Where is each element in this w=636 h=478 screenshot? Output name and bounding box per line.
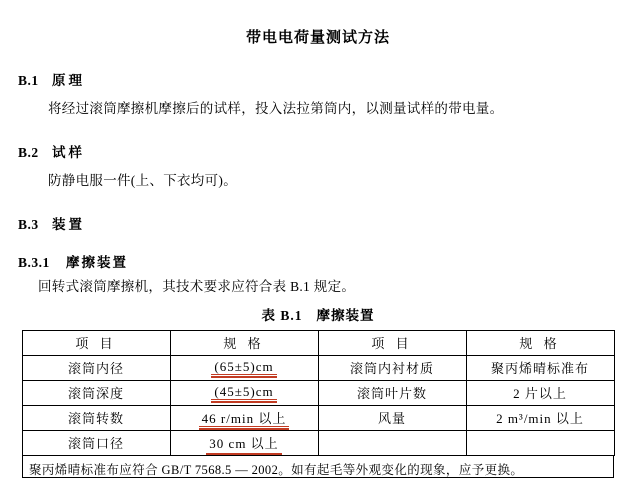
table-cell-spec: 2 片以上 [466,380,614,405]
table-footnote: 聚丙烯晴标准布应符合 GB/T 7568.5 — 2002。如有起毛等外观变化的现象，应予更换。 [22,456,614,478]
table-caption [0,304,636,324]
subsection-number-b31: B.3.1 [18,254,50,270]
table-cell-param: 风量 [318,405,466,430]
table-cell-spec [170,405,318,430]
section-title-b3: 装置 [52,216,85,232]
table-header-row [22,330,614,355]
highlighted-value: 46 r/min 以上 [201,408,288,428]
table-row [22,380,614,405]
highlighted-value: (65±5)cm [214,359,274,375]
section-number-b3: B.3 [18,216,39,232]
table-header-cell-1: 项 目 [22,330,170,355]
table-cell-spec [170,380,318,405]
table-caption-title: 摩擦装置 [316,307,375,323]
subsection-title-b31: 摩擦装置 [66,254,128,270]
page-title: 带电电荷量测试方法 [245,30,390,46]
table-cell-spec: 聚丙烯晴标准布 [466,355,614,380]
section-number-b2: B.2 [18,144,39,160]
table-header-cell-2: 规 格 [170,330,318,355]
table-cell-spec [170,355,318,380]
table-row [22,405,614,430]
table-row [22,355,614,380]
table-header-cell-3: 项 目 [318,330,466,355]
table-cell-spec: 2 m³/min 以上 [466,405,614,430]
subsection-body-b31: 回转式滚筒摩擦机，其技术要求应符合表 B.1 规定。 [38,278,356,294]
spec-table [22,330,615,456]
table-header-cell-4: 规 格 [466,330,614,355]
section-title-b2: 试样 [52,144,85,160]
table-cell-param: 滚筒内径 [22,355,170,380]
table-cell-param: 滚筒内衬材质 [318,355,466,380]
highlighted-value: 30 cm 以上 [208,433,279,453]
document-page [0,26,636,477]
table-caption-label: 表 B.1 [261,307,303,323]
section-title-b1: 原理 [52,73,85,88]
table-cell-param: 滚筒口径 [22,430,170,455]
section-heading-b2 [18,141,636,161]
section-heading-b1 [18,69,636,89]
table-cell-param: 滚筒深度 [22,380,170,405]
subsection-heading-b31 [18,251,636,271]
section-body-b1: 将经过滚筒摩擦机摩擦后的试样，投入法拉第筒内，以测量试样的带电量。 [48,101,504,116]
table-footnote-wrapper [22,456,614,478]
section-body-b2: 防静电服一件(上、下衣均可)。 [48,172,237,188]
section-heading-b3 [18,213,636,233]
section-number-b1: B.1 [18,73,39,88]
table-cell-param: 滚筒叶片数 [318,380,466,405]
table-cell-param [318,430,466,455]
table-cell-spec [170,430,318,455]
highlighted-value: (45±5)cm [214,384,274,400]
table-row [22,430,614,455]
table-cell-param: 滚筒转数 [22,405,170,430]
table-cell-spec [466,430,614,455]
